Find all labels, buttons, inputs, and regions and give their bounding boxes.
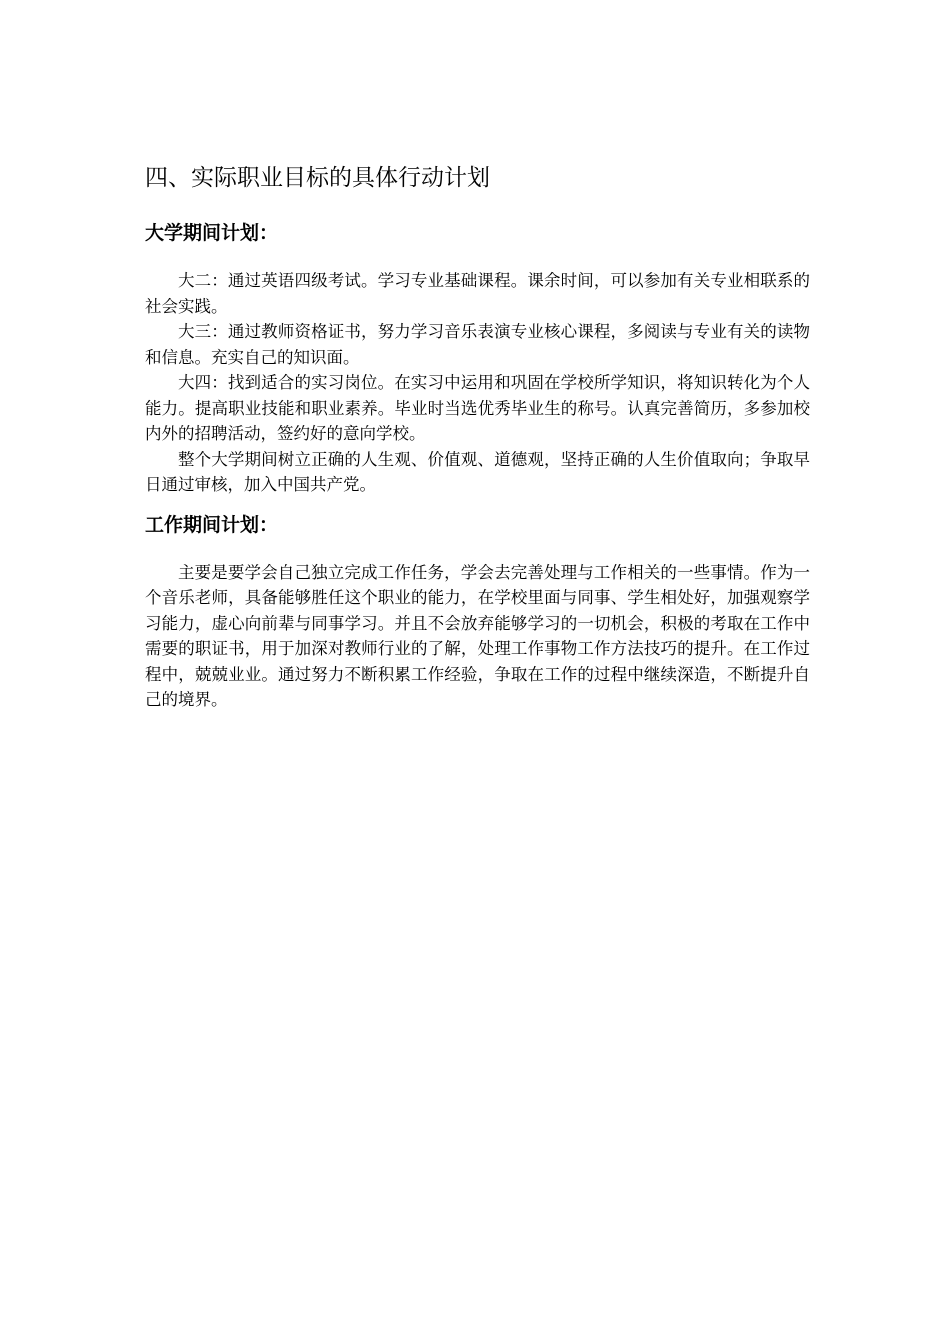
- work-plan-heading: 工作期间计划：: [145, 513, 279, 536]
- paragraph-junior: 大三：通过教师资格证书，努力学习音乐表演专业核心课程，多阅读与专业有关的读物和信息。充实自己的知识面。: [145, 322, 810, 367]
- paragraph-sophomore: 大二：通过英语四级考试。学习专业基础课程。课余时间，可以参加有关专业相联系的社会实践。: [145, 271, 810, 316]
- document-body: [145, 160, 810, 725]
- university-plan-body: [145, 268, 810, 498]
- work-plan-body: [145, 560, 810, 713]
- paragraph-work: 主要是要学会自己独立完成工作任务，学会去完善处理与工作相关的一些事情。作为一个音乐老师，具备能够胜任这个职业的能力，在学校里面与同事、学生相处好，加强观察学习能力，虚心向前辈与同事学习。并且不会放弃能够学习的一切机会，积极的考取在工作中需要的职证书，用于加深对教师行业的了解，处理工作事物工作方法技巧的提升。在工作过程中，兢兢业业。通过努力不断积累工作经验，争取在工作的过程中继续深造，不断提升自己的境界。: [145, 562, 810, 709]
- university-plan-heading: 大学期间计划：: [145, 222, 279, 244]
- section-title: 四、实际职业目标的具体行动计划: [145, 165, 490, 191]
- paragraph-senior: 大四：找到适合的实习岗位。在实习中运用和巩固在学校所学知识，将知识转化为个人能力。提高职业技能和职业素养。毕业时当选优秀毕业生的称号。认真完善简历，多参加校内外的招聘活动，签约好的意向学校。: [145, 373, 810, 443]
- paragraph-overall: 整个大学期间树立正确的人生观、价值观、道德观，坚持正确的人生价值取向；争取早日通过审核，加入中国共产党。: [145, 449, 810, 494]
